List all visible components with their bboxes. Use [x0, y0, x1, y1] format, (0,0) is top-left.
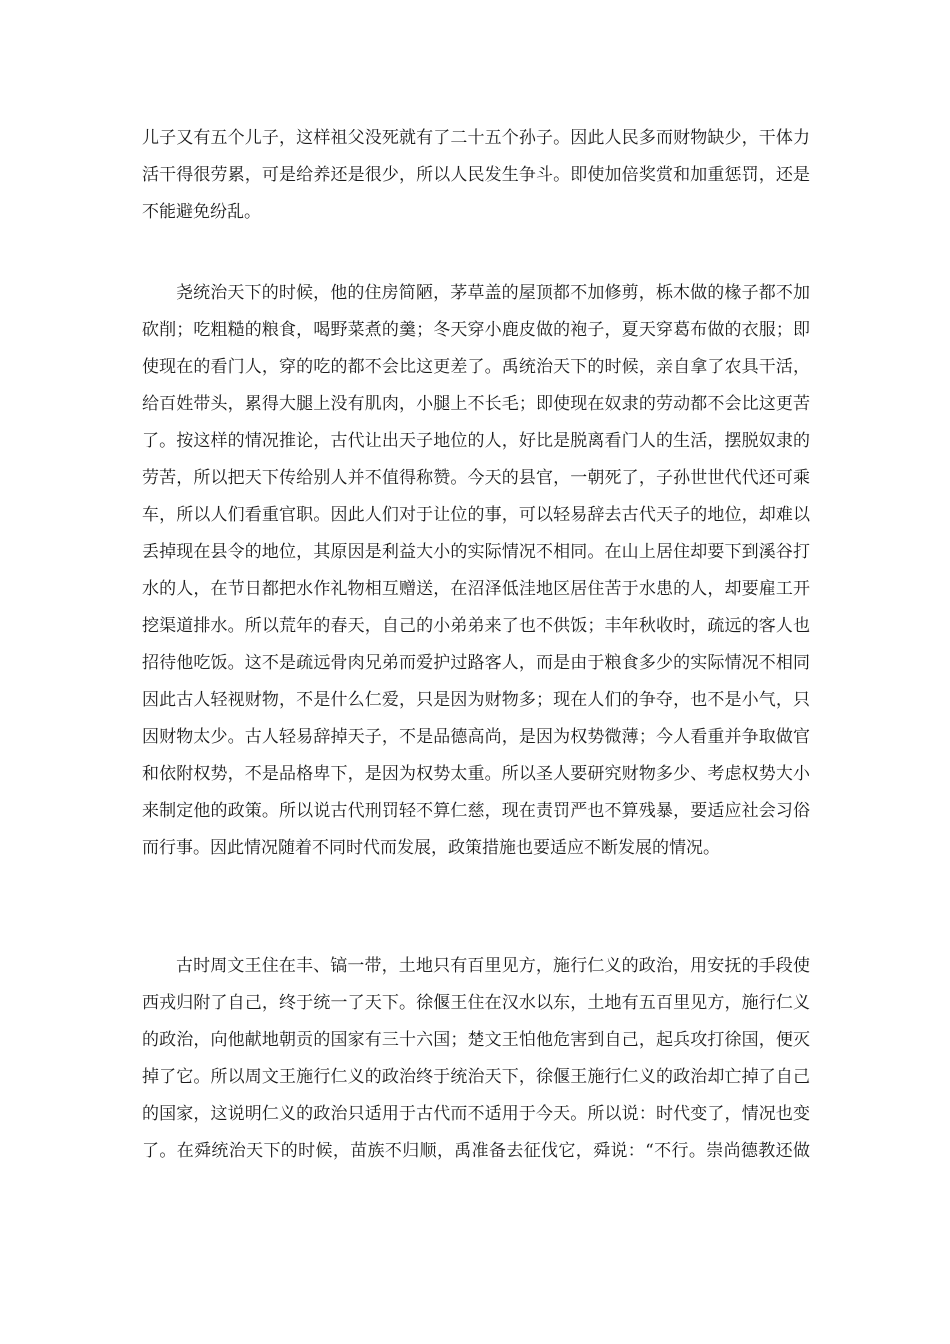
text-line: 不能避免纷乱。	[142, 202, 261, 222]
text-line: 招待他吃饭。这不是疏远骨肉兄弟而爱护过路客人，而是由于粮食多少的实际情况不相同	[142, 653, 810, 673]
text-line: 车，所以人们看重官职。因此人们对于让位的事，可以轻易辞去古代天子的地位，却难以	[142, 505, 810, 525]
paragraph-3	[142, 948, 810, 1170]
text-line: 挖渠道排水。所以荒年的春天，自己的小弟弟来了也不供饭；丰年秋收时，疏远的客人也	[142, 616, 810, 636]
paragraph-1	[142, 120, 810, 231]
text-line: 来制定他的政策。所以说古代刑罚轻不算仁慈，现在责罚严也不算残暴，要适应社会习俗	[142, 801, 810, 821]
text-line: 古时周文王住在丰、镐一带，土地只有百里见方，施行仁义的政治，用安抚的手段使	[176, 956, 810, 976]
text-line: 劳苦，所以把天下传给别人并不值得称赞。今天的县官，一朝死了，子孙世世代代还可乘	[142, 468, 810, 488]
text-line: 尧统治天下的时候，他的住房简陋，茅草盖的屋顶都不加修剪，栎木做的椽子都不加	[176, 283, 810, 303]
text-line: 和依附权势，不是品格卑下，是因为权势太重。所以圣人要研究财物多少、考虑权势大小	[142, 764, 810, 784]
text-line: 儿子又有五个儿子，这样祖父没死就有了二十五个孙子。因此人民多而财物缺少，干体力	[142, 128, 810, 148]
text-line: 使现在的看门人，穿的吃的都不会比这更差了。禹统治天下的时候，亲自拿了农具干活，	[142, 357, 810, 377]
text-line: 的政治，向他献地朝贡的国家有三十六国；楚文王怕他危害到自己，起兵攻打徐国，便灭	[142, 1030, 810, 1050]
text-line: 的国家，这说明仁义的政治只适用于古代而不适用于今天。所以说：时代变了，情况也变	[142, 1104, 810, 1124]
text-line: 因财物太少。古人轻易辞掉天子，不是品德高尚，是因为权势微薄；今人看重并争取做官	[142, 727, 810, 747]
text-line: 丢掉现在县令的地位，其原因是利益大小的实际情况不相同。在山上居住却要下到溪谷打	[142, 542, 810, 562]
text-line: 掉了它。所以周文王施行仁义的政治终于统治天下，徐偃王施行仁义的政治却亡掉了自己	[142, 1067, 810, 1087]
text-line: 了。按这样的情况推论，古代让出天子地位的人，好比是脱离看门人的生活，摆脱奴隶的	[142, 431, 810, 451]
text-line: 了。在舜统治天下的时候，苗族不归顺，禹准备去征伐它，舜说：“不行。崇尚德教还做	[142, 1141, 810, 1161]
text-line: 水的人，在节日都把水作礼物相互赠送，在沼泽低洼地区居住苦于水患的人，却要雇工开	[142, 579, 810, 599]
text-line: 而行事。因此情况随着不同时代而发展，政策措施也要适应不断发展的情况。	[142, 838, 720, 858]
text-line: 因此古人轻视财物，不是什么仁爱，只是因为财物多；现在人们的争夺，也不是小气，只	[142, 690, 810, 710]
text-line: 活干得很劳累，可是给养还是很少，所以人民发生争斗。即使加倍奖赏和加重惩罚，还是	[142, 165, 810, 185]
text-line: 砍削；吃粗糙的粮食，喝野菜煮的羹；冬天穿小鹿皮做的袍子，夏天穿葛布做的衣服；即	[142, 320, 810, 340]
text-line: 给百姓带头，累得大腿上没有肌肉，小腿上不长毛；即使现在奴隶的劳动都不会比这更苦	[142, 394, 810, 414]
paragraph-2	[142, 275, 810, 867]
text-line: 西戎归附了自己，终于统一了天下。徐偃王住在汉水以东，土地有五百里见方，施行仁义	[142, 993, 810, 1013]
